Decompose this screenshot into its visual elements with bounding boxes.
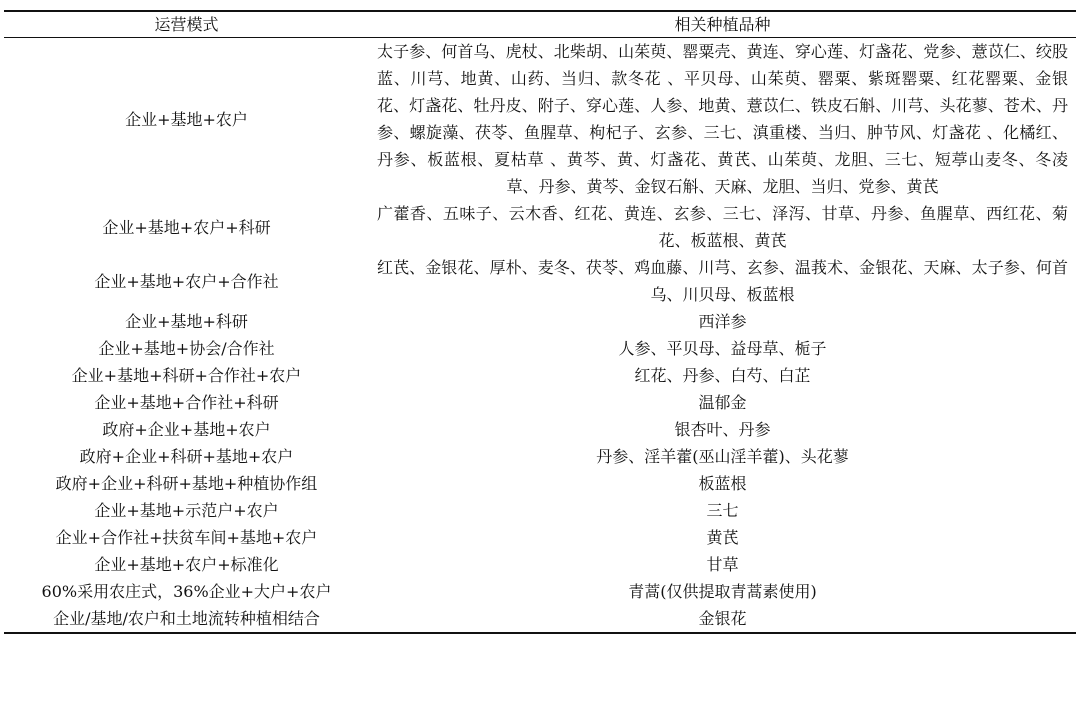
table-row xyxy=(4,335,1076,362)
crops-cell: 金银花 xyxy=(698,609,747,628)
table-row xyxy=(4,524,1076,551)
mode-cell: 企业+基地+农户+标准化 xyxy=(94,555,279,574)
crops-cell: 三七 xyxy=(706,501,739,520)
mode-cell: 企业+基地+示范户+农户 xyxy=(94,501,279,520)
mode-cell: 企业/基地/农户和土地流转种植相结合 xyxy=(53,609,320,628)
crops-cell: 黄芪 xyxy=(706,528,739,547)
mode-cell: 政府+企业+基地+农户 xyxy=(102,420,271,439)
mode-cell: 企业+基地+协会/合作社 xyxy=(98,339,275,358)
crops-cell: 人参、平贝母、益母草、栀子 xyxy=(618,339,827,358)
table-row xyxy=(4,308,1076,335)
table-row xyxy=(4,389,1076,416)
table-row xyxy=(4,362,1076,389)
mode-cell: 企业+基地+农户+合作社 xyxy=(94,271,279,291)
mode-cell: 企业+基地+农户 xyxy=(125,109,248,129)
mode-cell: 政府+企业+科研+基地+种植协作组 xyxy=(55,474,318,493)
crops-cell: 红花、丹参、白芍、白芷 xyxy=(634,366,811,385)
header-operation-mode: 运营模式 xyxy=(154,15,219,34)
crops-cell: 红芪、金银花、厚朴、麦冬、茯苓、鸡血藤、川芎、玄参、温莪术、金银花、天麻、太子参、何首乌、川贝母、板蓝根 xyxy=(377,258,1068,304)
mode-cell: 企业+合作社+扶贫车间+基地+农户 xyxy=(55,528,318,547)
crops-cell: 广藿香、五味子、云木香、红花、黄连、玄参、三七、泽泻、甘草、丹参、鱼腥草、西红花、菊花、板蓝根、黄芪 xyxy=(377,204,1068,250)
crops-cell: 太子参、何首乌、虎杖、北柴胡、山茱萸、罂粟壳、黄连、穿心莲、灯盏花、党参、薏苡仁、绞股蓝、川芎、地黄、山药、当归、款冬花 、平贝母、山茱萸、罂粟、紫斑罂粟、红花罂粟、金银花、灯盏花、牡丹皮、附子、穿心莲、人参、地黄、薏苡仁、铁皮石斛、川芎、头花蓼、苍术、丹参、螺旋藻、茯苓、鱼腥草、枸杞子、玄参、三七、滇重楼、当归、肿节风、灯盏花 、化橘红、丹参、板蓝根、夏枯草 、黄芩、黄、灯盏花、黄芪、山茱萸、龙胆、三七、短葶山麦冬、冬凌草、丹参、黄芩、金钗石斛、天麻、龙胆、当归、党参、黄芪 xyxy=(377,42,1068,196)
table-row xyxy=(4,497,1076,524)
mode-cell: 企业+基地+科研 xyxy=(125,312,248,331)
table-row xyxy=(4,470,1076,497)
crops-cell: 青蒿(仅供提取青蒿素使用) xyxy=(628,582,817,601)
crops-cell: 温郁金 xyxy=(698,393,747,412)
table-row xyxy=(4,605,1076,633)
mode-cell: 60%采用农庄式，36%企业+大户+农户 xyxy=(41,582,332,601)
table-row xyxy=(4,38,1076,201)
table-row xyxy=(4,254,1076,308)
crops-cell: 银杏叶、丹参 xyxy=(674,420,771,439)
mode-cell: 企业+基地+科研+合作社+农户 xyxy=(71,366,302,385)
mode-cell: 政府+企业+科研+基地+农户 xyxy=(79,447,294,466)
crops-cell: 西洋参 xyxy=(698,312,747,331)
table-row xyxy=(4,578,1076,605)
table-row xyxy=(4,443,1076,470)
header-related-crops: 相关种植品种 xyxy=(674,15,771,34)
table-row xyxy=(4,416,1076,443)
cultivation-mode-table xyxy=(4,10,1076,634)
table-header-row xyxy=(4,11,1076,38)
mode-cell: 企业+基地+农户+科研 xyxy=(102,217,271,237)
crops-cell: 丹参、淫羊藿(巫山淫羊藿)、头花蓼 xyxy=(596,447,849,466)
table-row xyxy=(4,551,1076,578)
mode-cell: 企业+基地+合作社+科研 xyxy=(94,393,279,412)
table-row xyxy=(4,200,1076,254)
crops-cell: 板蓝根 xyxy=(698,474,747,493)
crops-cell: 甘草 xyxy=(706,555,739,574)
